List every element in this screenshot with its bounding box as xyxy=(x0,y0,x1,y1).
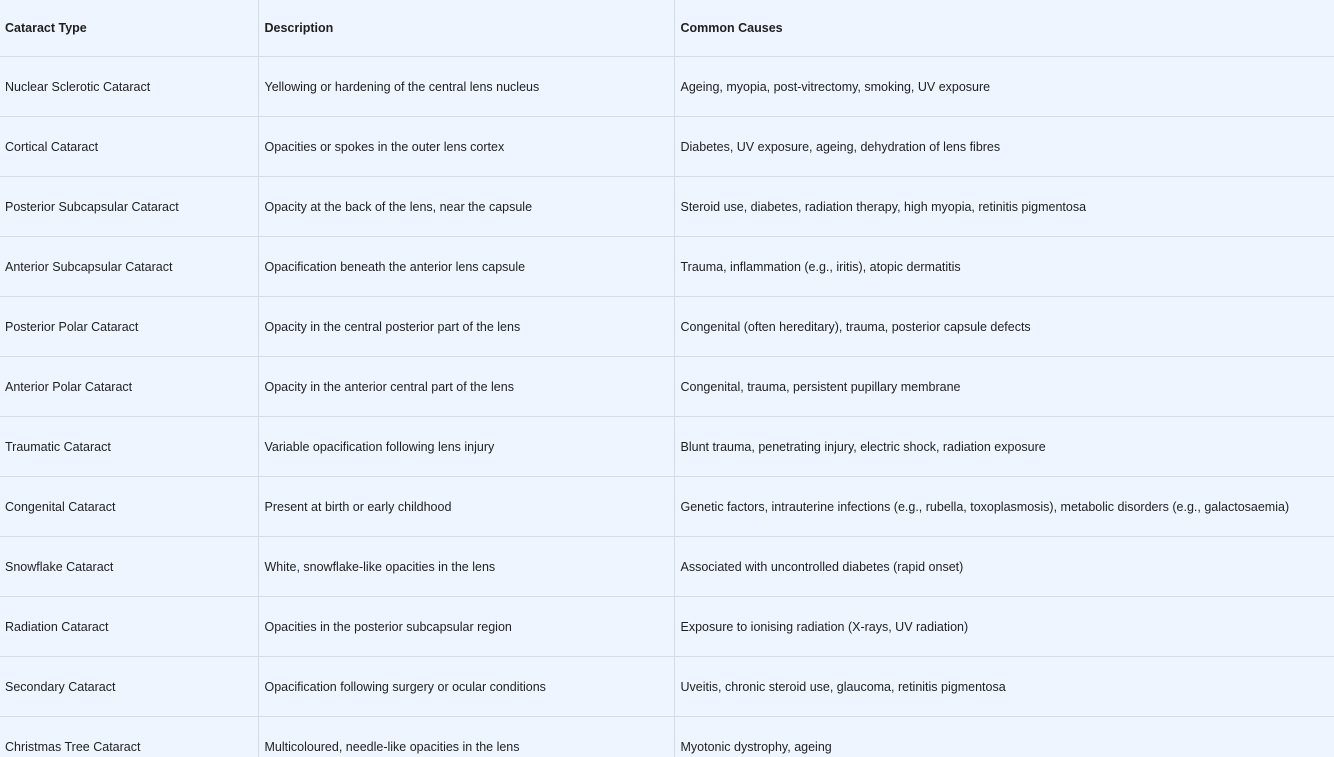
cell-common-causes: Associated with uncontrolled diabetes (rapid onset) xyxy=(674,537,1334,597)
cell-description: Opacity at the back of the lens, near the capsule xyxy=(258,177,674,237)
cell-description: Multicoloured, needle-like opacities in the lens xyxy=(258,717,674,757)
cell-description: Yellowing or hardening of the central lens nucleus xyxy=(258,57,674,117)
table-row xyxy=(0,357,1334,417)
cell-description: Opacification following surgery or ocular conditions xyxy=(258,657,674,717)
header-description: Description xyxy=(258,0,674,57)
table-row xyxy=(0,297,1334,357)
cell-description: Opacity in the anterior central part of the lens xyxy=(258,357,674,417)
cell-description: Present at birth or early childhood xyxy=(258,477,674,537)
cell-common-causes: Steroid use, diabetes, radiation therapy, high myopia, retinitis pigmentosa xyxy=(674,177,1334,237)
cell-common-causes: Congenital (often hereditary), trauma, posterior capsule defects xyxy=(674,297,1334,357)
cell-common-causes: Diabetes, UV exposure, ageing, dehydration of lens fibres xyxy=(674,117,1334,177)
cell-cataract-type: Cortical Cataract xyxy=(0,117,258,177)
cell-description: Opacification beneath the anterior lens capsule xyxy=(258,237,674,297)
cell-cataract-type: Christmas Tree Cataract xyxy=(5,739,141,754)
cell-common-causes: Genetic factors, intrauterine infections (e.g., rubella, toxoplasmosis), metabolic disorders (e.g., galactosaemia) xyxy=(674,477,1334,537)
table-row xyxy=(0,57,1334,117)
cell-description: Variable opacification following lens injury xyxy=(258,417,674,477)
cell-common-causes: Myotonic dystrophy, ageing xyxy=(674,717,1334,757)
cell-description: Opacities or spokes in the outer lens cortex xyxy=(258,117,674,177)
cell-common-causes: Trauma, inflammation (e.g., iritis), atopic dermatitis xyxy=(674,237,1334,297)
cell-cataract-type: Anterior Polar Cataract xyxy=(0,357,258,417)
cell-cataract-type: Posterior Polar Cataract xyxy=(0,297,258,357)
header-common-causes: Common Causes xyxy=(674,0,1334,57)
cell-cataract-type: Nuclear Sclerotic Cataract xyxy=(0,57,258,117)
table-row xyxy=(0,657,1334,717)
cell-cataract-type: Secondary Cataract xyxy=(0,657,258,717)
table-header-row xyxy=(0,0,1334,57)
cell-common-causes: Congenital, trauma, persistent pupillary membrane xyxy=(674,357,1334,417)
table-row xyxy=(0,177,1334,237)
cell-common-causes: Blunt trauma, penetrating injury, electric shock, radiation exposure xyxy=(674,417,1334,477)
cell-cataract-type: Traumatic Cataract xyxy=(0,417,258,477)
cell-description: Opacities in the posterior subcapsular region xyxy=(258,597,674,657)
cell-cataract-type: Posterior Subcapsular Cataract xyxy=(0,177,258,237)
cell-common-causes: Exposure to ionising radiation (X-rays, UV radiation) xyxy=(674,597,1334,657)
table-row xyxy=(0,537,1334,597)
table-row xyxy=(0,117,1334,177)
cell-cataract-type: Radiation Cataract xyxy=(0,597,258,657)
cell-description: Opacity in the central posterior part of the lens xyxy=(258,297,674,357)
cell-cataract-type: Anterior Subcapsular Cataract xyxy=(0,237,258,297)
cell-description: White, snowflake-like opacities in the lens xyxy=(258,537,674,597)
table-row xyxy=(0,717,1334,757)
header-cataract-type: Cataract Type xyxy=(0,0,258,57)
cell-common-causes: Uveitis, chronic steroid use, glaucoma, retinitis pigmentosa xyxy=(674,657,1334,717)
table-row xyxy=(0,477,1334,537)
table-row xyxy=(0,417,1334,477)
table-row xyxy=(0,237,1334,297)
cell-common-causes: Ageing, myopia, post-vitrectomy, smoking, UV exposure xyxy=(674,57,1334,117)
cell-cataract-type: Snowflake Cataract xyxy=(0,537,258,597)
cell-cataract-type: Congenital Cataract xyxy=(0,477,258,537)
table-row xyxy=(0,597,1334,657)
